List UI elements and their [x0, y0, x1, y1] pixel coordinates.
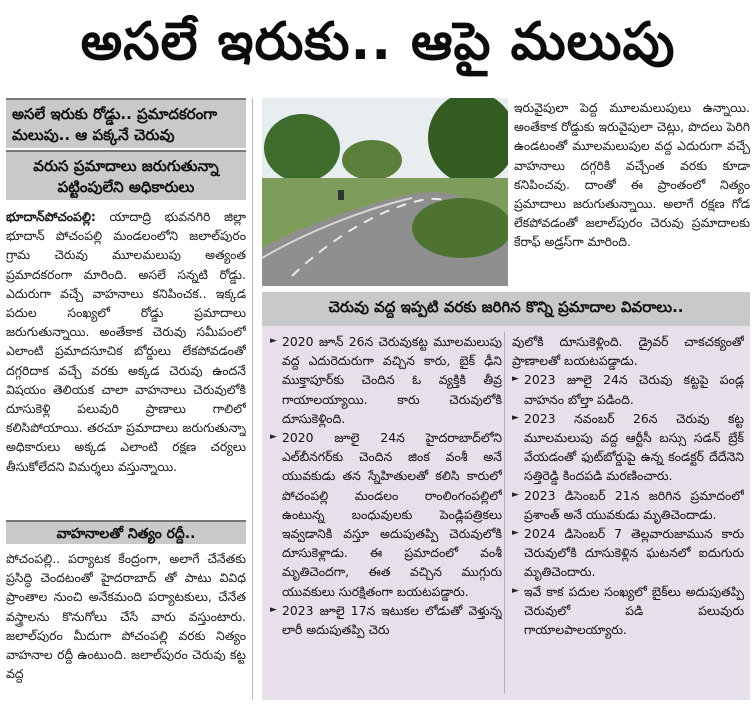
dateline: భూదాన్‌పోచంపల్లి:	[6, 209, 96, 224]
left-body-text: యాదాద్రి భువనగిరి జిల్లా భూదాన్ పోచంపల్లి మండలంలోని జలాల్‌పురం గ్రామ చెరువు మూలమలుపు అత్యంత ప్రమాదకరంగా మారింది. అసలే సన్నటి రోడ్డు. ఎదురుగా వచ్చే వాహనాలు కనిపించక.. ఇక్కడ పదుల సంఖ్యలో రోడ్డు ప్రమాదాలు జరుగుతున్నాయి. అంతేకాక చెరువు సమీపంలో ఎలాంటి ప్రమాదసూచిక బోర్డులు లేకపోవడంతో దగ్గరిదాక వచ్చే వరకు అక్కడ చెరువు ఉందనే విషయం తెలియక చాలా వాహనాలు చెరువులోకి దూసుకెళ్లి పలువురి ప్రాణాలు గాలిలో కలిసిపోయాయి. తరచూ ప్రమాదాలు జరుగుతున్నా అధికారులు అక్కడ ఎలాంటి రక్షణ చర్యలు తీసుకోలేదని విమర్శలు వస్తున్నాయి.	[6, 209, 246, 474]
accident-item: ► 2023 డిసెంబర్ 21న జరిగిన ప్రమాదంలో ప్రశాంత్ అనే యువకుడు మృతిచెందాడు.	[512, 486, 744, 524]
right-column-top-body	[514, 98, 750, 284]
left-column-body	[6, 207, 246, 515]
subheading-narrow-road: అసలే ఇరుకు రోడ్డు.. ప్రమాదకరంగా మలుపు.. ఆ పక్కనే చెరువు	[6, 98, 246, 148]
road-photo-illustration	[262, 98, 508, 286]
accident-item: ► 2023 నవంబర్ 26న చెరువు కట్ట మూలమలుపు వద్ద ఆర్టీసీ బస్సు సడన్ బ్రేక్ వేయడంతో ఫుట్‌బోర్డుపై ఉన్న కండక్టర్ దేదేనెని సత్తిరెడ్డి కిందపడి మరణించారు.	[512, 409, 744, 486]
headline: అసలే ఇరుకు.. ఆపై మలుపు	[80, 11, 676, 72]
dateline-2: పోచంపల్లి..	[6, 551, 61, 566]
panel-left-column	[270, 332, 502, 696]
column-divider	[252, 98, 253, 700]
accident-item: ► 2024 డిసెంబర్ 7 తెల్లవారుజామున కారు చెరువులోకి దూసుకెళ్లిన ఘటనలో ఐదుగురు మృతిచెందారు.	[512, 524, 744, 582]
panel-right-column	[512, 332, 744, 696]
accident-item: ► ఇవే కాక పదుల సంఖ్యలో బైక్‌లు అదుపుతప్పి చెరువులో పడి పలువురు గాయాలపాలయ్యారు.	[512, 582, 744, 640]
accident-item: ► 2023 జూలై 17న ఇటుకల లోడుతో వెళ్తున్న లారీ అదుపుతప్పి చెరు	[270, 601, 502, 639]
accident-item: ► 2020 జూలై 24న హైదరాబాద్‌లోని ఎల్‌బీనగర్‌కు చెందిన జింక వంశీ అనే యువకుడు తన స్నేహితులతో కలిసి కారులో పోచంపల్లి మండలం రాంలింగంపల్లిలో ఉంటున్న బంధువులకు పెండ్లిపత్రికలు ఇవ్వడానికి వస్తూ అదుపుతప్పి చెరువులోకి దూసుకెళ్లాడు. ఈ ప్రమాదంలో వంశీ మృతిచెందగా, ఈత వచ్చిన ముగ్గురు యువకులు సురక్షితంగా బయటపడ్డారు.	[270, 428, 502, 601]
accident-item: ► 2020 జూన్ 26న చెరువుకట్ట మూలమలుపు వద్ద ఎదురెదురుగా వచ్చిన కారు, బైక్ ఢీని ముక్తాపూర్‌కు చెందిన ఓ వ్యక్తికి తీవ్ర గాయాలయ్యాయి. కారు చెరువులోకి దూసుకెళ్లింది.	[270, 332, 502, 428]
subheading-officials: వరుస ప్రమాదాలు జరుగుతున్నా పట్టింపులేని అధికారులు	[6, 150, 246, 200]
left-body-text-2: పర్యాటక కేంద్రంగా, అలాగే చేనేతకు ప్రసిద్ధి చెందటంతో హైదరాబాద్ తో పాటు వివిధ ప్రాంతాల నుంచి అనేకమంది పర్యాటకులు, చేనేత వస్త్రాలను కొనుగోలు చేసే వారు వస్తుంటారు. జలాల్‌పురం మీదుగా పోచంపల్లి వరకు నిత్యం వాహనాల రద్దీ ఉంటుంది. జలాల్‌పురం చెరువు కట్ట వద్ద	[6, 551, 246, 682]
accident-item: ► 2023 జూలై 24న చెరువు కట్టపై పండ్ల వాహనం బోల్తా పడింది.	[512, 370, 744, 408]
accidents-panel	[262, 292, 750, 700]
left-column-body-2	[6, 549, 246, 699]
right-top-text: ఇరువైపులా పెద్ద మూలమలుపులు ఉన్నాయి. అంతేకాక రోడ్డుకు ఇరువైపులా చెట్లు, పొదలు పెరిగి ఉండటంతో మూలమలుపుల వద్ద ఎదురుగా వచ్చే వాహనాలు దగ్గరికి వచ్చేంత వరకు కూడా కనిపించవు. దాంతో ఈ ప్రాంతంలో నిత్యం ప్రమాదాలు జరుగుతున్నాయి. అలాగే రక్షణ గోడ లేకపోవడంతో జలాల్‌పురం చెరువు ప్రమాదాలకు కేరాఫ్ అడ్రస్‌గా మారింది.	[514, 100, 750, 250]
panel-divider	[504, 332, 505, 694]
panel-title: చెరువు వద్ద ఇప్పటి వరకు జరిగిన కొన్ని ప్రమాదాల వివరాలు..	[262, 292, 750, 326]
road-curve-photo	[262, 98, 508, 286]
accident-item-continued: వులోకి దూసుకెళ్లింది. డ్రైవర్ చాకచక్యంతో ప్రాణాలతో బయటపడ్డాడు.	[512, 334, 744, 369]
subheading-traffic: వాహనాలతో నిత్యం రద్దీ..	[6, 520, 246, 544]
